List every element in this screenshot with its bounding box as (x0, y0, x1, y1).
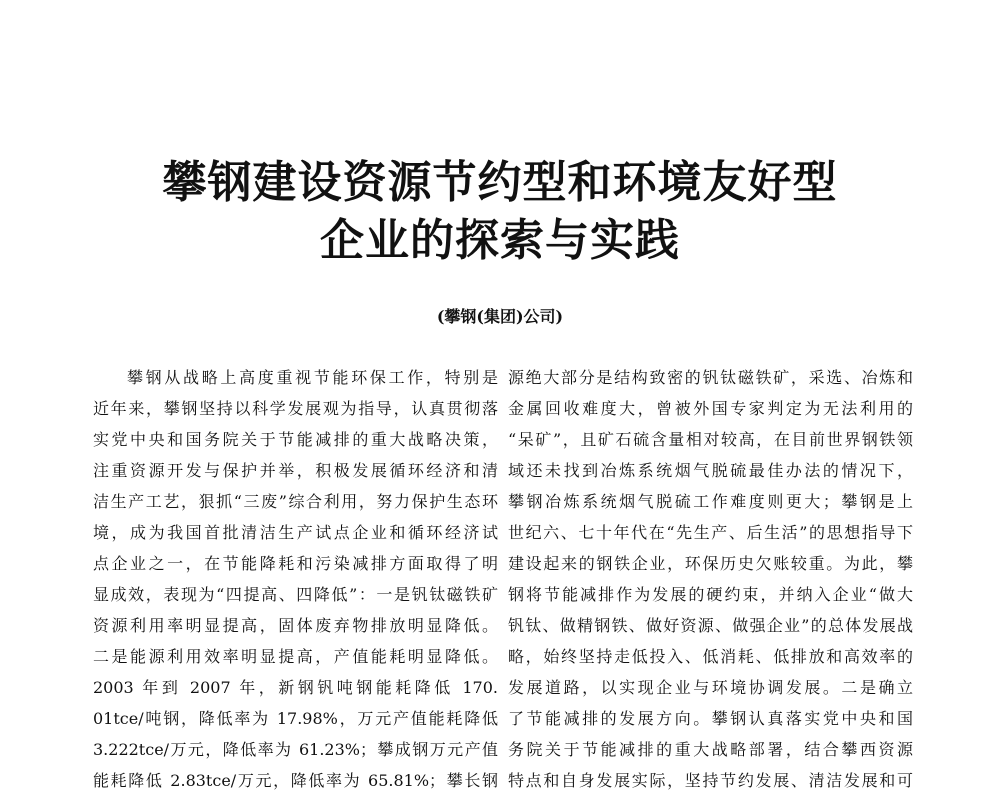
body-column-right (508, 362, 913, 796)
body-line: 资源利用率明显提高，固体废弃物排放明显降低。 (93, 616, 498, 635)
article-title-line-2: 企业的探索与实践 (320, 215, 680, 266)
body-line: 01tce/吨钢，降低率为 17.98%，万元产值能耗降低 (93, 709, 498, 728)
body-line: 攀钢从战略上高度重视节能环保工作，特别是 (127, 368, 498, 387)
body-line: 了节能减排的发展方向。攀钢认真落实党中央和国 (508, 709, 913, 728)
body-line: 攀钢冶炼系统烟气脱硫工作难度则更大；攀钢是上 (508, 492, 913, 511)
body-column-left (93, 362, 498, 796)
body-line: 洁生产工艺，狠抓“三废”综合利用，努力保护生态环 (93, 492, 498, 511)
body-line: 注重资源开发与保护并举，积极发展循环经济和清 (93, 461, 498, 480)
body-line: 2003 年到 2007 年，新钢钒吨钢能耗降低 170. (93, 678, 498, 697)
body-line: 钢将节能减排作为发展的硬约束，并纳入企业“做大 (508, 585, 913, 604)
body-line: 点企业之一，在节能降耗和污染减排方面取得了明 (93, 554, 498, 573)
body-line: 近年来，攀钢坚持以科学发展观为指导，认真贯彻落 (93, 399, 498, 418)
body-line: 世纪六、七十年代在“先生产、后生活”的思想指导下 (508, 523, 913, 542)
body-line: 务院关于节能减排的重大战略部署，结合攀西资源 (508, 740, 913, 759)
body-line: 建设起来的钢铁企业，环保历史欠账较重。为此，攀 (508, 554, 913, 573)
body-line: 3.222tce/万元，降低率为 61.23%；攀成钢万元产值 (93, 740, 498, 759)
body-line: 能耗降低 2.83tce/万元，降低率为 65.81%；攀长钢 (93, 771, 498, 790)
body-line: 发展道路，以实现企业与环境协调发展。二是确立 (508, 678, 913, 697)
article-author: (攀钢(集团)公司) (436, 307, 564, 326)
body-line: 域还未找到冶炼系统烟气脱硫最佳办法的情况下， (508, 461, 913, 480)
body-line: 金属回收难度大，曾被外国专家判定为无法利用的 (508, 399, 913, 418)
article-title-line-1: 攀钢建设资源节约型和环境友好型 (162, 157, 838, 208)
body-line: 境，成为我国首批清洁生产试点企业和循环经济试 (93, 523, 498, 542)
body-line: 特点和自身发展实际，坚持节约发展、清洁发展和可 (508, 771, 913, 790)
body-line: 二是能源利用效率明显提高，产值能耗明显降低。 (93, 647, 498, 666)
body-line: 钒钛、做精钢铁、做好资源、做强企业”的总体发展战 (508, 616, 913, 635)
body-line: 实党中央和国务院关于节能减排的重大战略决策， (93, 430, 498, 449)
body-line: 略，始终坚持走低投入、低消耗、低排放和高效率的 (508, 647, 913, 666)
body-line: “呆矿”，且矿石硫含量相对较高，在目前世界钢铁领 (508, 430, 913, 449)
body-line: 显成效，表现为“四提高、四降低”：一是钒钛磁铁矿 (93, 585, 498, 604)
body-line: 源绝大部分是结构致密的钒钛磁铁矿，采选、冶炼和 (508, 368, 913, 387)
